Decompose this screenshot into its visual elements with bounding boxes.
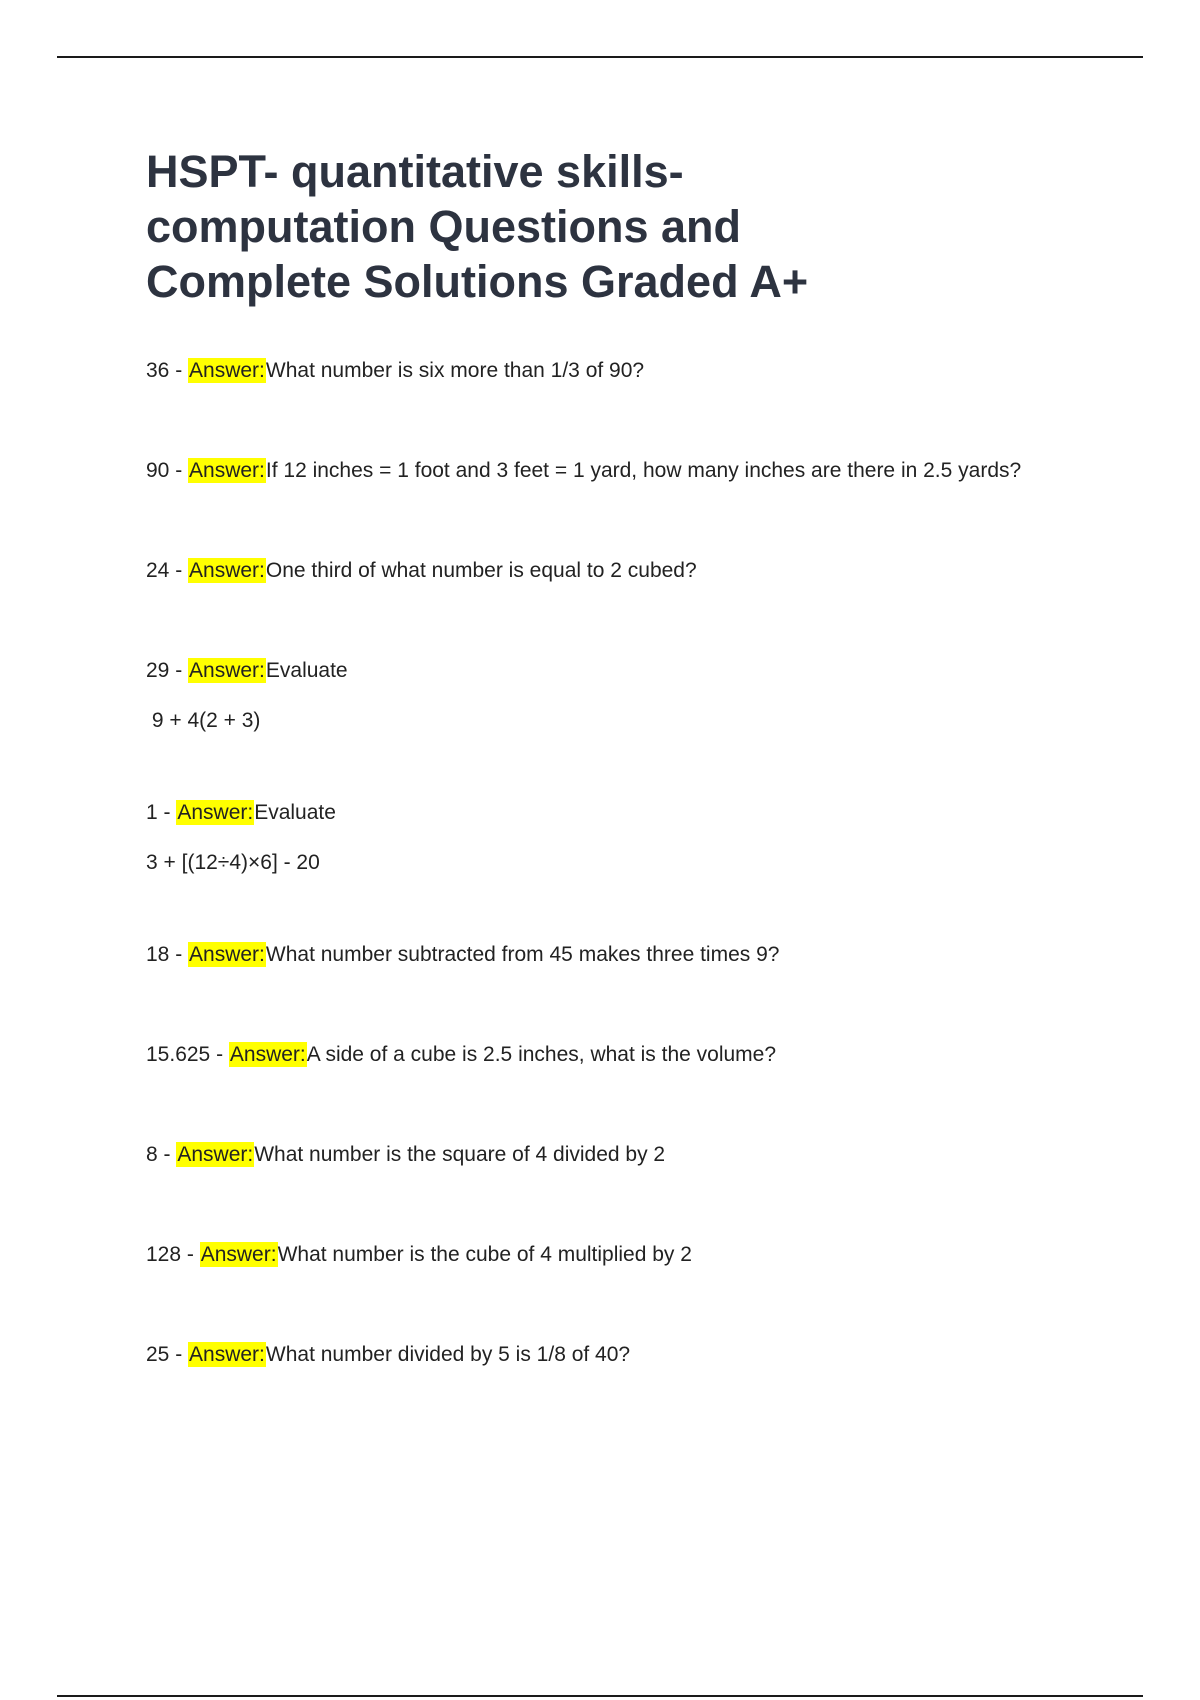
- qa-list: [146, 357, 1106, 1369]
- qa-line: [146, 799, 1106, 827]
- answer-value: 18 -: [146, 943, 189, 966]
- answer-value: 8 -: [146, 1143, 177, 1166]
- qa-line: [146, 941, 1106, 969]
- qa-line: [146, 357, 1106, 385]
- answer-label: Answer:: [189, 659, 265, 682]
- question-text: Evaluate: [265, 659, 348, 682]
- top-rule: [57, 56, 1143, 58]
- qa-item: [146, 457, 1106, 485]
- answer-label: Answer:: [229, 1043, 306, 1066]
- answer-label: Answer:: [200, 1243, 277, 1266]
- answer-value: 15.625 -: [146, 1043, 229, 1066]
- expression-text: 3 + [(12÷4)×6] - 20: [146, 851, 320, 874]
- question-text: One third of what number is equal to 2 cubed?: [265, 559, 697, 582]
- document-body: [146, 144, 1106, 1441]
- qa-line: [146, 557, 1106, 585]
- qa-item: [146, 799, 1106, 877]
- qa-item: [146, 357, 1106, 385]
- answer-value: 29 -: [146, 659, 189, 682]
- bottom-rule: [57, 1695, 1143, 1697]
- qa-line: [146, 1341, 1106, 1369]
- answer-label: Answer:: [189, 559, 265, 582]
- answer-label: Answer:: [177, 1143, 254, 1166]
- question-text: What number is six more than 1/3 of 90?: [265, 359, 645, 382]
- qa-item: [146, 557, 1106, 585]
- expression-text: 9 + 4(2 + 3): [146, 709, 261, 732]
- answer-value: 1 -: [146, 801, 177, 824]
- qa-item: [146, 657, 1106, 735]
- qa-line: [146, 1041, 1106, 1069]
- question-text: What number is the cube of 4 multiplied by 2: [277, 1243, 692, 1266]
- qa-item: [146, 1041, 1106, 1069]
- question-text: If 12 inches = 1 foot and 3 feet = 1 yard, how many inches are there in 2.5 yards?: [265, 459, 1022, 482]
- qa-item: [146, 1241, 1106, 1269]
- answer-value: 36 -: [146, 359, 189, 382]
- question-text: What number divided by 5 is 1/8 of 40?: [265, 1343, 631, 1366]
- answer-label: Answer:: [177, 801, 254, 824]
- answer-label: Answer:: [189, 459, 265, 482]
- document-title: HSPT- quantitative skills- computation Questions and Complete Solutions Graded A+: [146, 146, 809, 307]
- question-text: What number is the square of 4 divided by 2: [254, 1143, 666, 1166]
- answer-label: Answer:: [189, 359, 265, 382]
- answer-label: Answer:: [189, 1343, 265, 1366]
- answer-value: 24 -: [146, 559, 189, 582]
- qa-line: [146, 1141, 1106, 1169]
- qa-item: [146, 1141, 1106, 1169]
- answer-label: Answer:: [189, 943, 265, 966]
- answer-value: 25 -: [146, 1343, 189, 1366]
- qa-item: [146, 941, 1106, 969]
- answer-value: 90 -: [146, 459, 189, 482]
- qa-item: [146, 1341, 1106, 1369]
- question-text: A side of a cube is 2.5 inches, what is the volume?: [306, 1043, 777, 1066]
- question-text: What number subtracted from 45 makes three times 9?: [265, 943, 780, 966]
- qa-line: [146, 657, 1106, 685]
- qa-line: [146, 1241, 1106, 1269]
- question-text: Evaluate: [254, 801, 336, 824]
- qa-line: [146, 457, 1106, 485]
- answer-value: 128 -: [146, 1243, 200, 1266]
